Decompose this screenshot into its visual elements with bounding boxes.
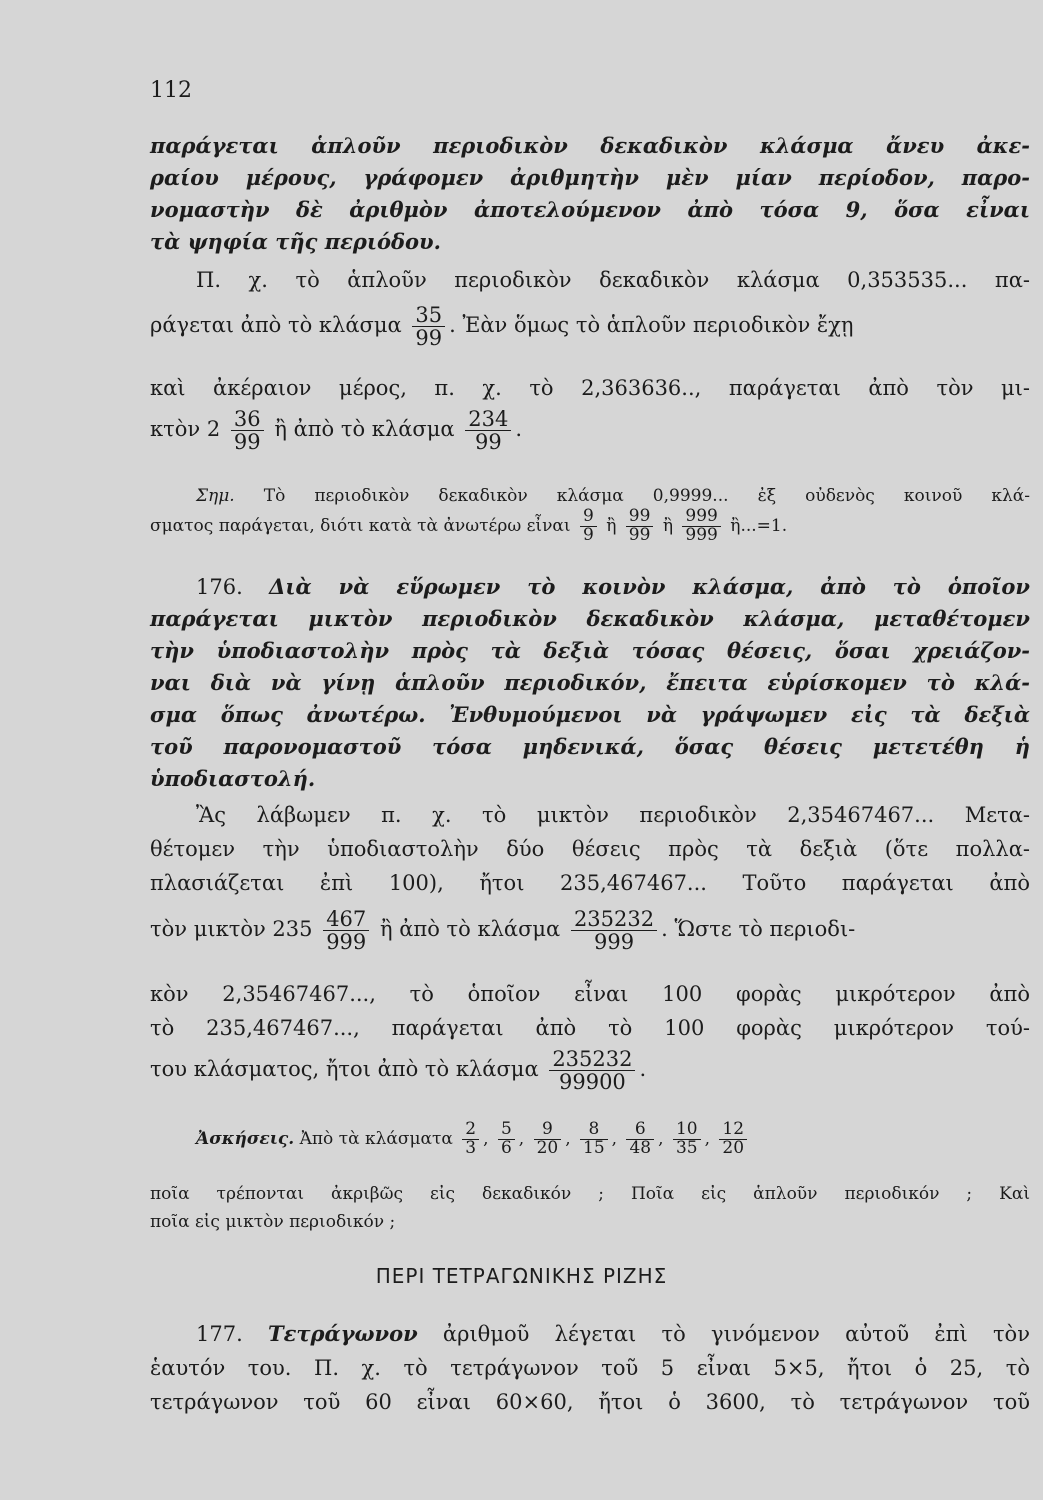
example-line: καὶ ἀκέραιον μέρος, π. χ. τὸ 2,363636.., παράγεται ἀπὸ τὸν μι- (150, 376, 1030, 400)
rule-line: τὰ ψηφία τῆς περιόδου. (150, 229, 441, 254)
note-line: σματος παράγεται, διότι κατὰ τὰ ἀνωτέρω εἶναι $\frac{9}{9}$ ἢ $\frac{99}{99}$ ἢ $\frac{999}{999}$ ἢ...=1. (150, 506, 788, 545)
section-heading: ΠΕΡΙ ΤΕΤΡΑΓΩΝΙΚΗΣ ΡΙΖΗΣ (375, 1264, 668, 1288)
fraction-35-99: $\frac{35}{99}$ (412, 304, 445, 349)
fraction-8-15: $\frac{8}{15}$ (580, 1121, 608, 1158)
body-line: τετράγωνον τοῦ 60 εἶναι 60×60, ἤτοι ὁ 3600, τὸ τετράγωνον τοῦ (150, 1390, 1030, 1414)
exercises-line: Ἀσκήσεις. Ἀπὸ τὰ κλάσματα $\frac{2}{3}$ , $\frac{5}{6}$ , $\frac{9}{20}$ , $\frac{8}{15}$ , $\frac{6}{48}$ , $\frac{10}{35}$ , $\frac{12}{20}$ (196, 1121, 1030, 1158)
example-line: κτὸν 2 $\frac{36}{99}$ ἢ ἀπὸ τὸ κλάσμα $\frac{234}{99}$ . (150, 407, 523, 455)
fraction-9-9: $\frac{9}{9}$ (580, 508, 597, 545)
fraction-999-999: $\frac{999}{999}$ (682, 508, 720, 545)
section-177-first-line: 177. Τετράγωνον ἀριθμοῦ λέγεται τὸ γινόμενον αὐτοῦ ἐπὶ τὸν (196, 1321, 1030, 1346)
example-line: ράγεται ἀπὸ τὸ κλάσμα $\frac{35}{99}$ . Ἐὰν ὅμως τὸ ἁπλοῦν περιοδικὸν ἔχῃ (150, 303, 854, 351)
fraction-12-20: $\frac{12}{20}$ (719, 1121, 747, 1158)
fraction-5-6: $\frac{5}{6}$ (498, 1121, 515, 1158)
example-line: Ἂς λάβωμεν π. χ. τὸ μικτὸν περιοδικὸν 2,35467467... Μετα- (196, 803, 1030, 827)
fraction-235232-99900: $\frac{235232}{99900}$ (549, 1048, 635, 1093)
example-line: πλασιάζεται ἐπὶ 100), ἤτοι 235,467467... Τοῦτο παράγεται ἀπὸ (150, 871, 1030, 895)
example-line: κὸν 2,35467467..., τὸ ὁποῖον εἶναι 100 φορὰς μικρότερον ἀπὸ (150, 982, 1030, 1006)
fraction-9-20: $\frac{9}{20}$ (534, 1121, 562, 1158)
fraction-234-99: $\frac{234}{99}$ (465, 408, 511, 453)
fraction-467-999: $\frac{467}{999}$ (323, 908, 369, 953)
rule-line: ραίου μέρους, γράφομεν ἀριθμητὴν μὲν μίαν περίοδον, παρο- (150, 165, 1030, 190)
rule-line: παράγεται μικτὸν περιοδικὸν δεκαδικὸν κλάσμα, μεταθέτομεν (150, 606, 1030, 631)
example-line: του κλάσματος, ἤτοι ἀπὸ τὸ κλάσμα $\frac{235232}{99900}$ . (150, 1047, 647, 1095)
page-number: 112 (150, 78, 192, 103)
fraction-99-99: $\frac{99}{99}$ (626, 508, 654, 545)
rule-line: παράγεται ἁπλοῦν περιοδικὸν δεκαδικὸν κλάσμα ἄνευ ἀκε- (150, 133, 1030, 158)
rule-line: τὴν ὑποδιαστολὴν πρὸς τὰ δεξιὰ τόσας θέσεις, ὅσαι χρειάζον- (150, 638, 1030, 663)
body-line: ἑαυτόν του. Π. χ. τὸ τετράγωνον τοῦ 5 εἶναι 5×5, ἤτοι ὁ 25, τὸ (150, 1356, 1030, 1380)
fraction-2-3: $\frac{2}{3}$ (462, 1121, 479, 1158)
rule-line: ναι διὰ νὰ γίνῃ ἁπλοῦν περιοδικόν, ἔπειτα εὑρίσκομεν τὸ κλά- (150, 670, 1030, 695)
example-line: θέτομεν τὴν ὑποδιαστολὴν δύο θέσεις πρὸς τὰ δεξιὰ (ὅτε πολλα- (150, 837, 1030, 861)
fraction-10-35: $\frac{10}{35}$ (673, 1121, 701, 1158)
example-line: τὸν μικτὸν 235 $\frac{467}{999}$ ἢ ἀπὸ τὸ κλάσμα $\frac{235232}{999}$ . Ὥστε τὸ περιοδι- (150, 907, 856, 955)
fraction-235232-999: $\frac{235232}{999}$ (571, 908, 657, 953)
rule-line: νομαστὴν δὲ ἀριθμὸν ἀποτελούμενον ἀπὸ τόσα 9, ὅσα εἶναι (150, 197, 1030, 222)
section-176-first-line: 176. Διὰ νὰ εὕρωμεν τὸ κοινὸν κλάσμα, ἀπὸ τὸ ὁποῖον (196, 574, 1030, 599)
rule-line: σμα ὅπως ἀνωτέρω. Ἐνθυμούμενοι νὰ γράψωμεν εἰς τὰ δεξιὰ (150, 702, 1030, 727)
note-line: Σημ. Τὸ περιοδικὸν δεκαδικὸν κλάσμα 0,9999... ἐξ οὐδενὸς κοινοῦ κλά- (196, 486, 1031, 506)
exercises-line: ποῖα τρέπονται ἀκριβῶς εἰς δεκαδικόν ; Ποῖα εἰς ἁπλοῦν περιοδικόν ; Καὶ (150, 1184, 1030, 1204)
rule-line: ὑποδιαστολή. (150, 766, 316, 791)
example-line: τὸ 235,467467..., παράγεται ἀπὸ τὸ 100 φορὰς μικρότερον τού- (150, 1016, 1030, 1040)
fraction-6-48: $\frac{6}{48}$ (626, 1121, 654, 1158)
fraction-36-99: $\frac{36}{99}$ (231, 408, 264, 453)
example-line: Π. χ. τὸ ἁπλοῦν περιοδικὸν δεκαδικὸν κλάσμα 0,353535... πα- (196, 268, 1030, 292)
rule-line: τοῦ παρονομαστοῦ τόσα μηδενικά, ὅσας θέσεις μετετέθη ἡ (150, 734, 1030, 759)
exercises-line: ποῖα εἰς μικτὸν περιοδικόν ; (150, 1212, 396, 1232)
